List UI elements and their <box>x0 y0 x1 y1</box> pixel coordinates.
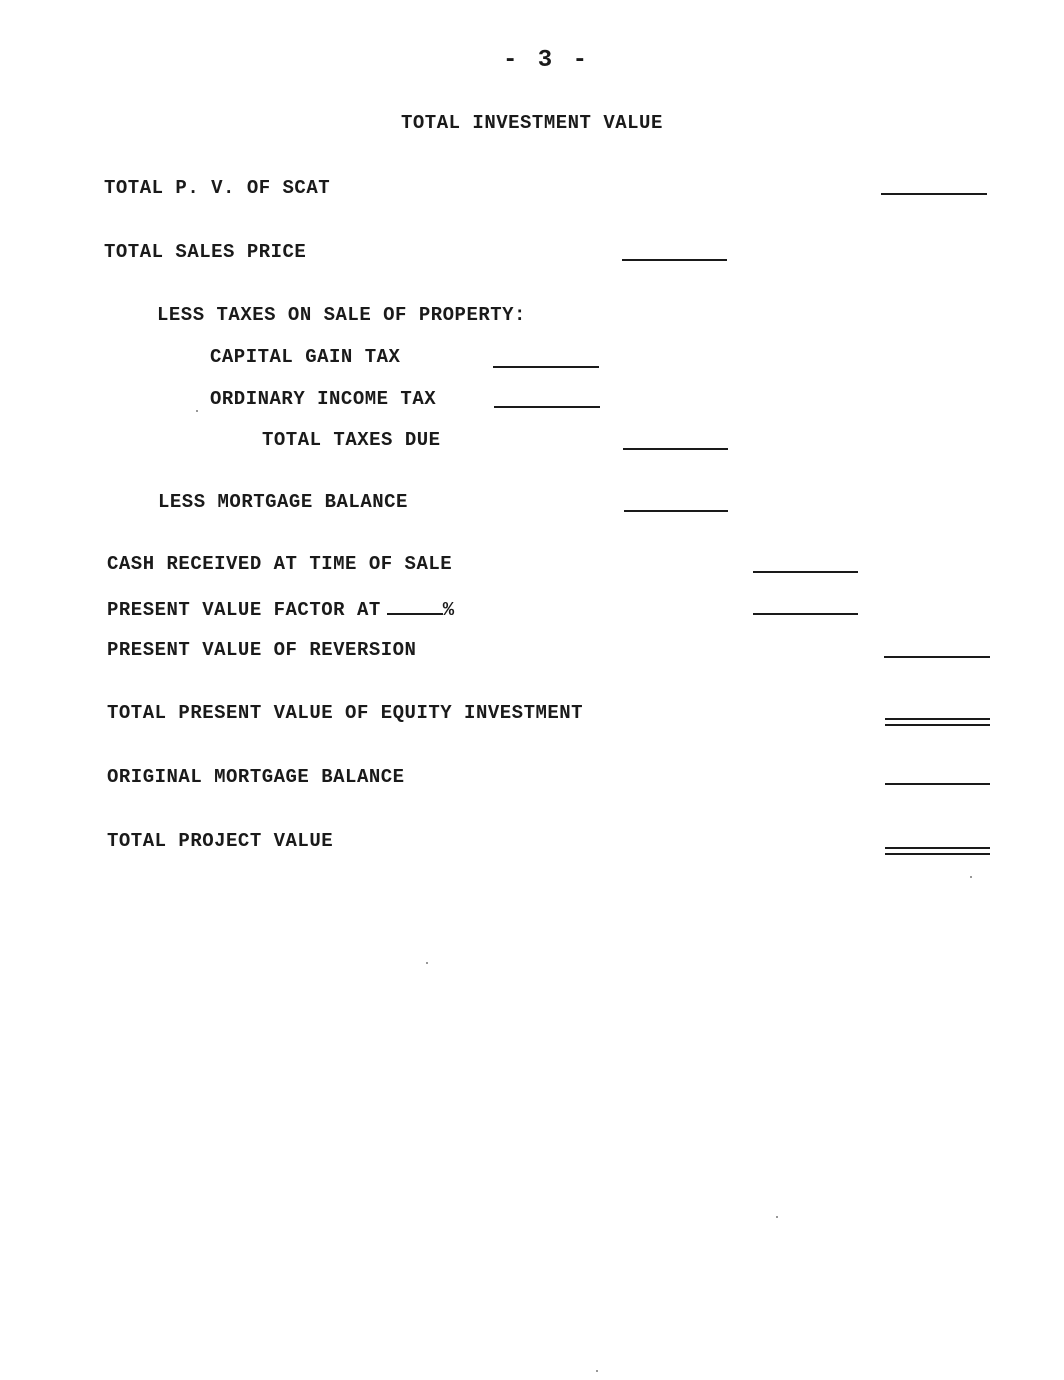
scan-speck <box>776 1216 778 1218</box>
scan-speck <box>196 410 198 412</box>
blank-total-pv-scat[interactable] <box>881 193 987 195</box>
page-number: - 3 - <box>503 47 591 74</box>
label-less-mortgage-balance: LESS MORTGAGE BALANCE <box>158 491 408 513</box>
blank-pv-reversion[interactable] <box>884 656 990 658</box>
label-pv-factor <box>107 597 455 621</box>
scan-speck <box>426 962 428 964</box>
blank-original-mortgage[interactable] <box>885 783 990 785</box>
label-original-mortgage: ORIGINAL MORTGAGE BALANCE <box>107 766 405 788</box>
label-total-pv-equity: TOTAL PRESENT VALUE OF EQUITY INVESTMENT <box>107 702 584 724</box>
label-ordinary-income-tax: ORDINARY INCOME TAX <box>210 388 437 410</box>
blank-less-mortgage-balance[interactable] <box>624 510 728 512</box>
label-less-taxes: LESS TAXES ON SALE OF PROPERTY: <box>157 304 526 326</box>
pv-factor-rate-blank[interactable] <box>387 597 443 615</box>
blank-capital-gain-tax[interactable] <box>493 366 599 368</box>
blank-cash-received[interactable] <box>753 571 858 573</box>
scan-speck <box>970 876 972 878</box>
label-total-sales-price: TOTAL SALES PRICE <box>104 241 307 263</box>
label-total-taxes-due: TOTAL TAXES DUE <box>262 429 441 451</box>
pv-factor-prefix: PRESENT VALUE FACTOR AT <box>107 599 381 621</box>
label-capital-gain-tax: CAPITAL GAIN TAX <box>210 346 401 368</box>
label-total-pv-scat: TOTAL P. V. OF SCAT <box>104 177 331 199</box>
blank-total-sales-price[interactable] <box>622 259 727 261</box>
page-title: TOTAL INVESTMENT VALUE <box>401 112 663 134</box>
label-total-project-value: TOTAL PROJECT VALUE <box>107 830 334 852</box>
blank-pv-factor[interactable] <box>753 613 858 615</box>
pv-factor-suffix: % <box>442 599 455 621</box>
label-cash-received: CASH RECEIVED AT TIME OF SALE <box>107 553 453 575</box>
blank-total-taxes-due[interactable] <box>623 448 728 450</box>
label-pv-reversion: PRESENT VALUE OF REVERSION <box>107 639 417 661</box>
blank-total-pv-equity[interactable] <box>885 718 990 726</box>
blank-total-project-value[interactable] <box>885 847 990 855</box>
blank-ordinary-income-tax[interactable] <box>494 406 600 408</box>
scan-speck <box>596 1370 598 1372</box>
